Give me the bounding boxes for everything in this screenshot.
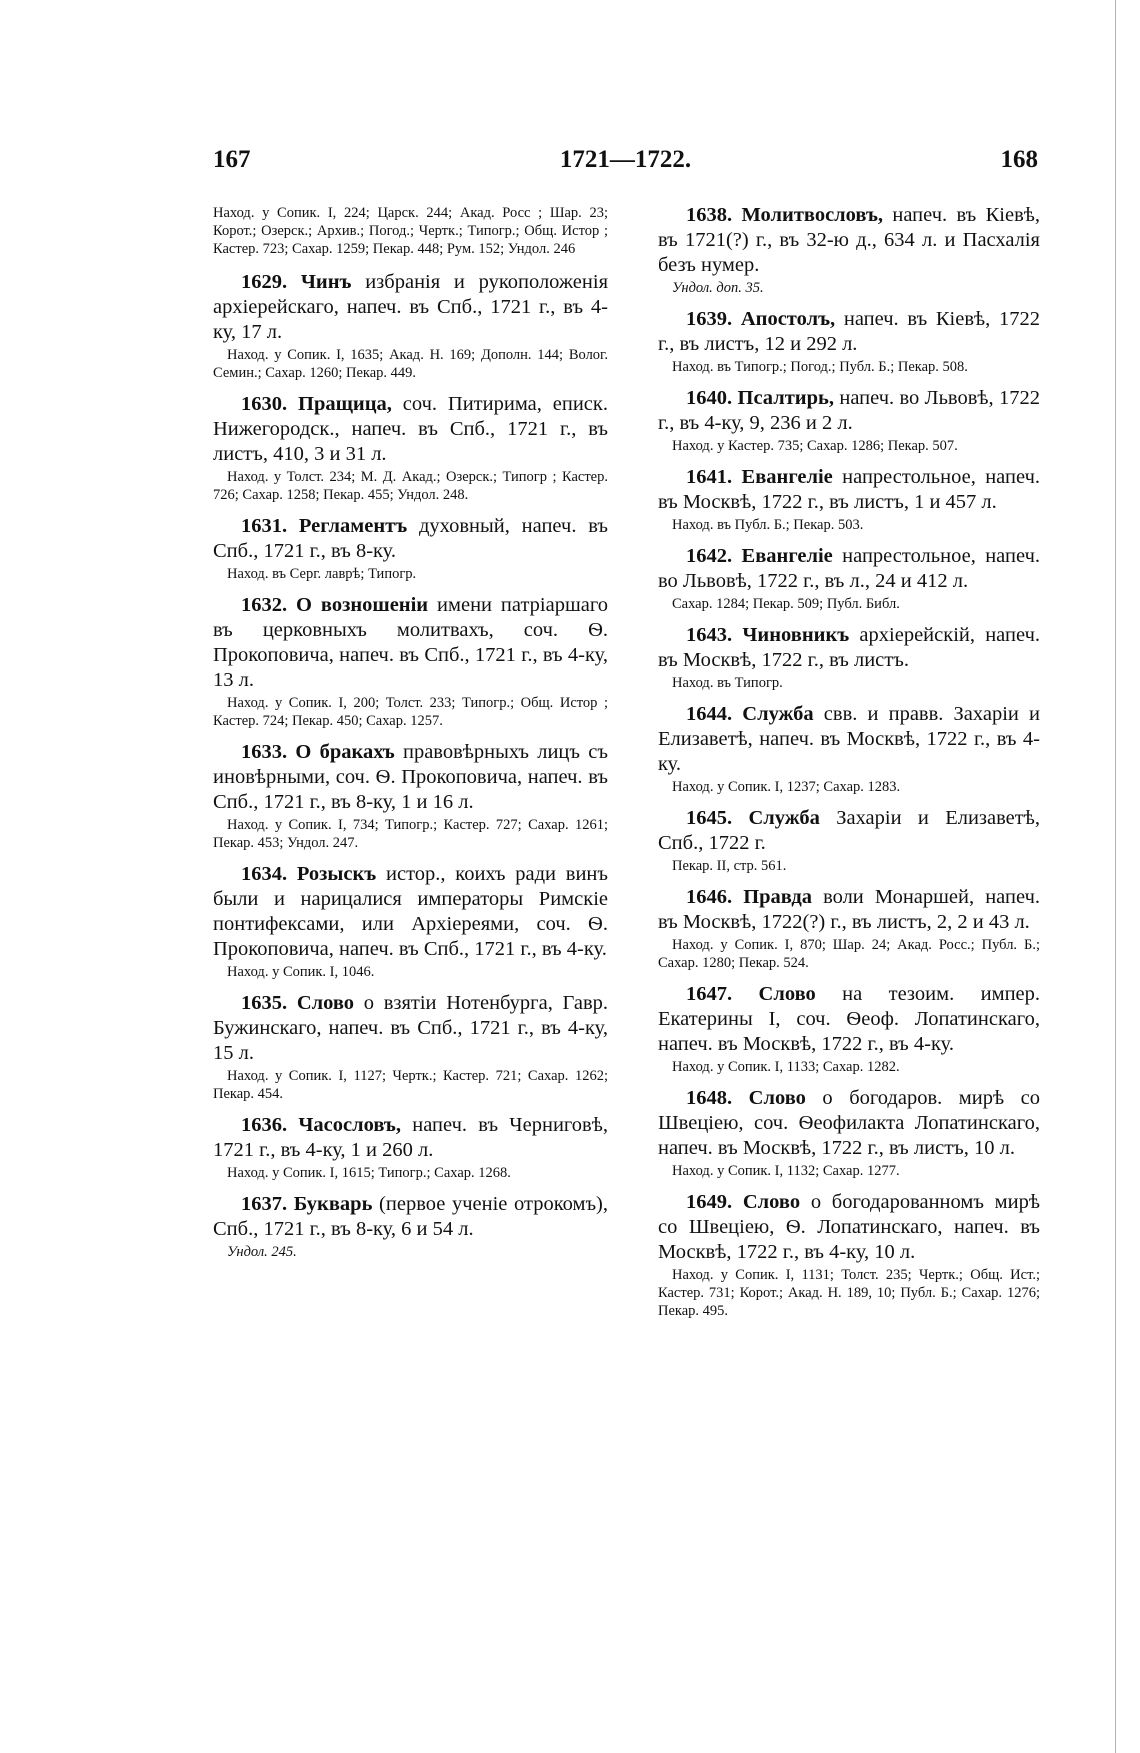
entry-locations: Ундол. доп. 35.	[672, 280, 764, 296]
entry-text: о богодаров. мирѣ со Швеціею, соч. Ѳеофилакта Лопатинскаго, напеч. въ Москвѣ, 1722 г., въ листъ, 10 л.	[658, 1087, 1040, 1159]
entry-number: 1646.	[686, 886, 733, 908]
page-edge-line	[1115, 0, 1116, 1753]
entry-locations: Наход. у Сопик. I, 1635; Акад. Н. 169; Дополн. 144; Волог. Семин.; Сахар. 1260; Пекар. 449.	[213, 347, 608, 381]
entry-locations: Наход. въ Серг. лаврѣ; Типогр.	[227, 566, 417, 582]
entry-keyword: Служба	[748, 807, 820, 829]
entry-text: свв. и правв. Захаріи и Елизаветѣ, напеч. въ Москвѣ, 1722 г., въ 4-ку.	[658, 703, 1040, 775]
entry-keyword: Евангеліе	[741, 466, 833, 488]
entry-number: 1631.	[241, 515, 288, 537]
entry-1629	[213, 270, 608, 382]
entry-locations: Наход. у Сопик. I, 1133; Сахар. 1282.	[672, 1059, 900, 1075]
entry-text: о богодарованномъ мирѣ со Швеціею, Ѳ. Лопатинскаго, напеч. въ Москвѣ, 1722 г., въ 4-ку, 10 л.	[658, 1191, 1040, 1263]
entry-text: архіерейскій, напеч. въ Москвѣ, 1722 г., въ листъ.	[658, 624, 1041, 671]
running-head-years: 1721—1722.	[559, 146, 692, 173]
page-number-right: 168	[1000, 146, 1038, 173]
entry-1639	[658, 307, 1040, 376]
entry-number: 1632.	[241, 594, 288, 616]
entry-locations: Наход. у Сопик. I, 200; Толст. 233; Типогр.; Общ. Истор ; Кастер. 724; Пекар. 450; Сахар. 1257.	[213, 695, 608, 729]
entry-number: 1640.	[686, 387, 733, 409]
entry-locations: Наход. у Кастер. 735; Сахар. 1286; Пекар. 507.	[672, 438, 958, 454]
entry-keyword: Молитвословъ,	[741, 204, 884, 226]
entry-keyword: О бракахъ	[295, 741, 395, 763]
entry-keyword: Слово	[748, 1087, 806, 1109]
entry-text: напеч. въ Кіевѣ, въ 1721(?) г., въ 32-ю д., 634 л. и Пасхалія безъ нумер.	[658, 204, 1041, 276]
entry-locations: Наход. у Сопик. I, 1237; Сахар. 1283.	[672, 779, 901, 795]
entry-locations: Наход. у Толст. 234; М. Д. Акад.; Озерск.; Типогр ; Кастер. 726; Сахар. 1258; Пекар. 455; Ундол. 248.	[213, 469, 608, 503]
entry-text: соч. Питирима, епиcк. Нижегородск., напеч. въ Спб., 1721 г., въ листъ, 410, 3 и 31 л.	[213, 393, 608, 465]
entry-number: 1639.	[686, 308, 733, 330]
entry-number: 1635.	[241, 992, 288, 1014]
entry-number: 1644.	[686, 703, 733, 725]
entry-text: истор., коихъ ради винъ были и нарицалися императоры Римскіе понтифексами, или Архіереями, соч. Ѳ. Прокоповича, напеч. въ Спб., 1721 г., въ 4-ку.	[213, 863, 608, 960]
entry-locations: Наход. у Сопик. I, 1132; Сахар. 1277.	[672, 1163, 900, 1179]
entry-number: 1633.	[241, 741, 288, 763]
entry-1642	[658, 544, 1040, 613]
entry-keyword: Пращица,	[298, 393, 392, 415]
entry-locations: Наход. въ Типогр.; Погод.; Публ. Б.; Пекар. 508.	[672, 359, 968, 375]
entry-keyword: Служба	[742, 703, 814, 725]
entry-text: избранія и рукоположенія архіерейскаго, напеч. въ Спб., 1721 г., въ 4-ку, 17 л.	[213, 271, 608, 343]
entry-number: 1649.	[686, 1191, 733, 1213]
entry-1636	[213, 1113, 608, 1182]
entry-keyword: Регламентъ	[298, 515, 408, 537]
entry-number: 1630.	[241, 393, 288, 415]
entry-number: 1643.	[686, 624, 733, 646]
entry-number: 1647.	[686, 983, 733, 1005]
entry-locations: Наход. у Сопик. I, 870; Шар. 24; Акад. Росс.; Публ. Б.; Сахар. 1280; Пекар. 524.	[658, 937, 1040, 971]
entry-keyword: Часословъ,	[298, 1114, 401, 1136]
entry-1631	[213, 514, 608, 583]
entry-keyword: Чинъ	[300, 271, 352, 293]
entry-number: 1637.	[241, 1193, 288, 1215]
entry-number: 1645.	[686, 807, 733, 829]
entry-locations: Наход. у Сопик. I, 1615; Типогр.; Сахар. 1268.	[227, 1165, 511, 1181]
entry-locations: Наход. въ Публ. Б.; Пекар. 503.	[672, 517, 864, 533]
entry-keyword: Правда	[743, 886, 812, 908]
entry-number: 1641.	[686, 466, 733, 488]
entry-locations: Пекар. II, стр. 561.	[672, 858, 787, 874]
entry-1635	[213, 991, 608, 1103]
entry-locations: Сахар. 1284; Пекар. 509; Публ. Библ.	[672, 596, 900, 612]
entry-keyword: Слово	[742, 1191, 801, 1213]
entry-1637	[213, 1192, 608, 1261]
entry-text: воли Монаршей, напеч. въ Москвѣ, 1722(?) г., въ листъ, 2, 2 и 43 л.	[658, 886, 1040, 933]
entry-text: напеч. во Львовѣ, 1722 г., въ 4-ку, 9, 236 и 2 л.	[658, 387, 1041, 434]
entry-text: о взятіи Нотенбурга, Гавр. Бужинскаго, напеч. въ Спб., 1721 г., въ 4-ку, 15 л.	[213, 992, 609, 1064]
continued-note: Наход. у Сопик. I, 224; Царск. 244; Акад. Росс ; Шар. 23; Корот.; Озерск.; Архив.; Погод.; Чертк.; Типогр.; Общ. Истор ; Кастер. 723; Сахар. 1259; Пекар. 448; Рум. 152; Ундол. 246	[213, 205, 608, 257]
entry-text: правовѣрныхъ лицъ съ иновѣрными, соч. Ѳ. Прокоповича, напеч. въ Спб., 1721 г., въ 8-ку, 1 и 16 л.	[213, 741, 608, 813]
entry-number: 1629.	[241, 271, 288, 293]
entry-keyword: Чиновникъ	[742, 624, 850, 646]
entry-1644	[658, 702, 1040, 796]
entry-locations: Ундол. 245.	[227, 1244, 297, 1260]
entry-1640	[658, 386, 1040, 455]
entry-1646	[658, 885, 1040, 972]
page-number-left: 167	[213, 146, 251, 173]
entry-locations: Наход. въ Типогр.	[672, 675, 783, 691]
entry-keyword: Слово	[758, 983, 816, 1005]
entry-keyword: Букварь	[293, 1193, 373, 1215]
entry-locations: Наход. у Сопик. I, 1046.	[227, 964, 375, 980]
page-header	[213, 146, 1038, 178]
entry-1641	[658, 465, 1040, 534]
entry-keyword: О возношеніи	[296, 594, 429, 616]
entry-text: на тезоим. импер. Екатерины I, соч. Ѳеоф. Лопатинскаго, напеч. въ Москвѣ, 1722 г., въ 4-ку.	[658, 983, 1041, 1055]
entry-number: 1634.	[241, 863, 288, 885]
entry-number: 1638.	[686, 204, 733, 226]
entry-number: 1636.	[241, 1114, 288, 1136]
entry-1647	[658, 982, 1040, 1076]
entry-1645	[658, 806, 1040, 875]
entry-text: напрестольное, напеч. во Львовѣ, 1722 г., въ л., 24 и 412 л.	[658, 545, 1041, 592]
entry-keyword: Розыскъ	[296, 863, 377, 885]
entry-locations: Наход. у Сопик. I, 734; Типогр.; Кастер. 727; Сахар. 1261; Пекар. 453; Ундол. 247.	[213, 817, 608, 851]
entry-number: 1648.	[686, 1087, 733, 1109]
entry-1648	[658, 1086, 1040, 1180]
entry-keyword: Апостолъ,	[740, 308, 836, 330]
entry-text: имени патріаршаго въ церковныхъ молитвахъ, соч. Ѳ. Прокоповича, напеч. въ Спб., 1721 г., въ 4-ку, 13 л.	[213, 594, 609, 691]
entry-1638	[658, 203, 1040, 297]
entry-1634	[213, 862, 608, 981]
entry-1643	[658, 623, 1040, 692]
entry-locations: Наход. у Сопик. I, 1131; Толст. 235; Чертк.; Общ. Ист.; Кастер. 731; Корот.; Акад. Н. 189, 10; Публ. Б.; Сахар. 1276; Пекар. 495.	[658, 1267, 1040, 1319]
entry-text: (первое ученіе отрокомъ), Спб., 1721 г., въ 8-ку, 6 и 54 л.	[213, 1193, 608, 1240]
entry-text: напеч. въ Кіевѣ, 1722 г., въ листъ, 12 и 292 л.	[658, 308, 1041, 355]
entry-text: напеч. въ Черниговѣ, 1721 г., въ 4-ку, 1 и 260 л.	[213, 1114, 608, 1161]
entry-text: Захаріи и Елизаветѣ, Спб., 1722 г.	[658, 807, 1040, 854]
entry-1630	[213, 392, 608, 504]
entry-keyword: Псалтирь,	[737, 387, 834, 409]
entry-1632	[213, 593, 608, 730]
left-column	[213, 203, 608, 1271]
entry-1633	[213, 740, 608, 852]
entry-text: напрестольное, напеч. въ Москвѣ, 1722 г., въ листъ, 1 и 457 л.	[658, 466, 1041, 513]
entry-1649	[658, 1190, 1040, 1320]
entry-keyword: Слово	[296, 992, 355, 1014]
right-column	[658, 203, 1040, 1330]
entry-text: духовный, напеч. въ Спб., 1721 г., въ 8-ку.	[213, 515, 608, 562]
entry-locations: Наход. у Сопик. I, 1127; Чертк.; Кастер. 721; Сахар. 1262; Пекар. 454.	[213, 1068, 608, 1102]
entry-number: 1642.	[686, 545, 733, 567]
entry-keyword: Евангеліе	[741, 545, 833, 567]
